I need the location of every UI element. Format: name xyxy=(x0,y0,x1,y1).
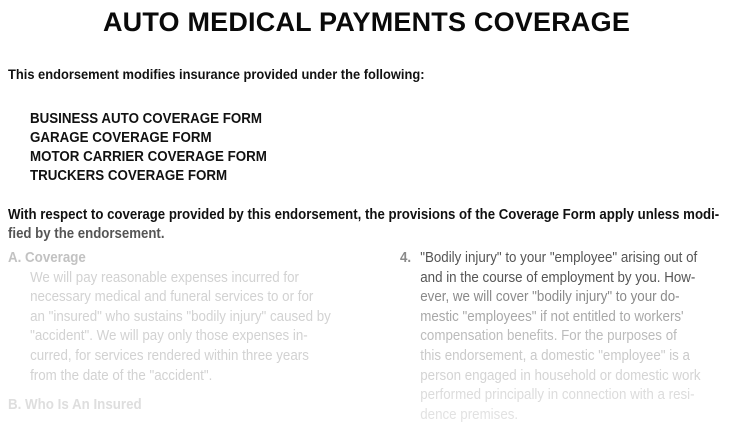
respect-paragraph xyxy=(8,206,719,244)
right-column xyxy=(400,249,722,425)
section-b-heading: B. Who Is An Insured xyxy=(8,397,142,414)
section-a-line: "accident". We will pay only those expenses in- xyxy=(30,328,308,345)
section-a-body xyxy=(8,269,348,387)
item-4-line: this endorsement, a domestic "employee" is a xyxy=(420,347,690,364)
form-item: MOTOR CARRIER COVERAGE FORM xyxy=(30,149,267,165)
form-item: GARAGE COVERAGE FORM xyxy=(30,130,212,146)
item-4-line: and in the course of employment by you. How- xyxy=(420,269,696,286)
left-column xyxy=(8,249,348,416)
section-a-line: an "insured" who sustains "bodily injury" caused by xyxy=(30,308,331,325)
item-4-line: ever, we will cover "bodily injury" to your do- xyxy=(420,289,680,306)
respect-line: fied by the endorsement. xyxy=(8,226,165,242)
item-4-line: dence premises. xyxy=(420,406,519,423)
item-4-line: "Bodily injury" to your "employee" arising out of xyxy=(420,250,698,266)
form-item: TRUCKERS COVERAGE FORM xyxy=(30,168,228,184)
section-a-heading: A. Coverage xyxy=(8,250,86,266)
section-a-line: from the date of the "accident". xyxy=(30,367,213,384)
section-a-line: We will pay reasonable expenses incurred for xyxy=(30,269,300,286)
intro-text: This endorsement modifies insurance provided under the following: xyxy=(8,66,425,82)
item-4-first-row xyxy=(400,249,722,269)
section-a-line: necessary medical and funeral services to or for xyxy=(30,289,314,306)
form-item: BUSINESS AUTO COVERAGE FORM xyxy=(30,111,262,127)
item-4-line: person engaged in household or domestic work xyxy=(420,367,701,384)
respect-line: With respect to coverage provided by this endorsement, the provisions of the Coverage Form apply unless modi- xyxy=(8,207,720,223)
item-4-line: performed principally in connection with a resi- xyxy=(420,387,695,404)
section-a-line: curred, for services rendered within three years xyxy=(30,347,309,364)
document-title: AUTO MEDICAL PAYMENTS COVERAGE xyxy=(102,7,631,37)
forms-list xyxy=(30,110,267,186)
item-4-line: compensation benefits. For the purposes of xyxy=(420,328,677,345)
item-4-number: 4. xyxy=(400,250,412,266)
item-4-line: mestic "employees" if not entitled to workers' xyxy=(420,308,684,325)
